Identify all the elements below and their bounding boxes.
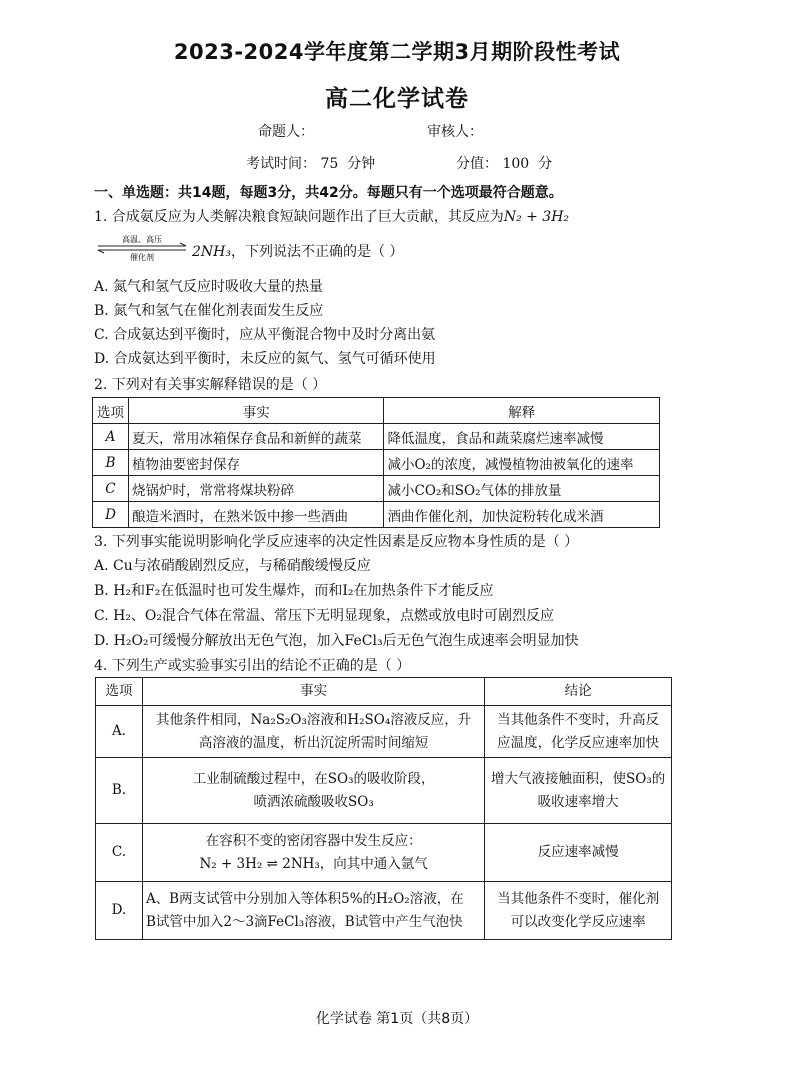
- arrow-condition-bottom: 催化剂: [130, 253, 154, 262]
- q2-row-fact: 酿造米酒时，在熟米饭中掺一些酒曲: [128, 502, 384, 528]
- table-row: [93, 424, 660, 450]
- reviewer-label: 审核人：: [427, 124, 483, 140]
- q2-row-explanation: 酒曲作催化剂，加快淀粉转化成米酒: [384, 502, 660, 528]
- q4-conclusion-line: 当其他条件不变时，催化剂: [497, 890, 660, 907]
- table-row: [96, 882, 672, 940]
- table-row: [96, 706, 672, 758]
- q4-header-fact: 事实: [142, 678, 484, 706]
- q4-row-conclusion: [485, 882, 672, 940]
- table-row: [93, 450, 660, 476]
- q2-header-fact: 事实: [128, 398, 384, 424]
- table-row: [96, 824, 672, 882]
- q4-table: [95, 677, 672, 940]
- paper-title: 高二化学试卷: [325, 86, 469, 112]
- q2-row-fact: 烧锅炉时，常常将煤块粉碎: [128, 476, 384, 502]
- q2-row-option: B: [93, 450, 129, 476]
- q1-option-a: A. 氮气和氢气反应时吸收大量的热量: [94, 279, 324, 295]
- q2-header-option: 选项: [93, 398, 129, 424]
- q2-row-fact: 夏天，常用冰箱保存食品和新鲜的蔬菜: [128, 424, 384, 450]
- q4-stem: 4. 下列生产或实验事实引出的结论不正确的是（ ）: [94, 658, 411, 674]
- table-header-row: [93, 398, 660, 424]
- q1-stem-line1: [94, 206, 569, 226]
- exam-time: [246, 153, 375, 173]
- q4-fact-line: 其他条件相同，Na₂S₂O₃溶液和H₂SO₄溶液反应，升: [155, 711, 472, 728]
- q4-header-option: 选项: [96, 678, 143, 706]
- q2-row-option: C: [93, 476, 129, 502]
- q4-row-conclusion: [485, 758, 672, 824]
- q2-row-fact: 植物油要密封保存: [128, 450, 384, 476]
- q4-fact-line: 工业制硫酸过程中，在SO₃的吸收阶段，: [192, 770, 435, 787]
- q4-fact-line: B试管中加入2～3滴FeCl₃溶液，B试管中产生气泡快: [145, 913, 463, 930]
- q4-row-option: C.: [96, 824, 143, 882]
- q1-option-b: B. 氮气和氢气在催化剂表面发生反应: [94, 303, 324, 319]
- q4-row-conclusion: [485, 706, 672, 758]
- q1-stem-line2: [192, 241, 403, 261]
- q4-fact-line: A、B两支试管中分别加入等体积5%的H₂O₂溶液，在: [145, 890, 464, 907]
- q2-row-explanation: 减小O₂的浓度，减慢植物油被氧化的速率: [384, 450, 660, 476]
- q4-row-option: D.: [96, 882, 143, 940]
- table-row: [93, 502, 660, 528]
- table-header-row: [96, 678, 672, 706]
- q3-option-a: A. Cu与浓硝酸剧烈反应，与稀硝酸缓慢反应: [94, 558, 371, 574]
- q1-product: 2NH₃: [192, 244, 231, 260]
- q2-header-explanation: 解释: [384, 398, 660, 424]
- q4-conclusion-line: 可以改变化学反应速率: [510, 913, 646, 930]
- full-score: [456, 153, 552, 173]
- exam-title: 2023-2024学年度第二学期3月期阶段性考试: [173, 40, 621, 64]
- q2-row-explanation: 降低温度，食品和蔬菜腐烂速率减慢: [384, 424, 660, 450]
- q3-option-d: D. H₂O₂可缓慢分解放出无色气泡，加入FeCl₃后无色气泡生成速率会明显加快: [94, 633, 579, 649]
- q2-row-option: A: [93, 424, 129, 450]
- q4-conclusion-line: 增大气液接触面积，使SO₃的: [491, 770, 666, 787]
- q2-stem: 2. 下列对有关事实解释错误的是（ ）: [94, 377, 327, 393]
- q2-table: [92, 397, 660, 528]
- q4-row-fact: [142, 882, 484, 940]
- q4-fact-line: 在容积不变的密闭容器中发生反应：: [205, 832, 422, 849]
- q3-stem: 3. 下列事实能说明影响化学反应速率的决定性因素是反应物本身性质的是（ ）: [94, 534, 579, 550]
- q1-stem-tail: ，下列说法不正确的是（ ）: [230, 244, 404, 260]
- setter-label: 命题人：: [258, 124, 314, 140]
- q4-row-fact: [142, 706, 484, 758]
- q4-fact-line: 喷洒浓硫酸吸收SO₃: [253, 793, 374, 810]
- score-value: 100 分: [502, 156, 553, 172]
- section-heading: 一、单选题：共14题，每题3分，共42分。每题只有一个选项最符合题意。: [94, 185, 563, 201]
- q4-conclusion-line: 吸收速率增大: [537, 793, 619, 810]
- q4-header-conclusion: 结论: [485, 678, 672, 706]
- arrow-condition-top: 高温、高压: [122, 235, 162, 244]
- q4-fact-line: N₂ + 3H₂ ⇌ 2NH₃，向其中通入氩气: [199, 855, 428, 872]
- reversible-arrow-icon: [96, 232, 188, 262]
- q4-conclusion-line: 当其他条件不变时，升高反: [497, 711, 660, 728]
- score-label: 分值：: [456, 156, 498, 172]
- time-value: 75 分钟: [320, 156, 376, 172]
- q4-row-fact: [142, 758, 484, 824]
- page-footer: 化学试卷 第1页（共8页）: [315, 1011, 479, 1027]
- table-row: [93, 476, 660, 502]
- time-label: 考试时间：: [246, 156, 316, 172]
- q4-row-option: A.: [96, 706, 143, 758]
- q4-conclusion-line: 应温度，化学反应速率加快: [497, 734, 660, 751]
- q4-row-fact: [142, 824, 484, 882]
- q1-stem-text: 1. 合成氨反应为人类解决粮食短缺问题作出了巨大贡献，其反应为: [94, 209, 504, 225]
- q2-row-explanation: 减小CO₂和SO₂气体的排放量: [384, 476, 660, 502]
- q1-option-d: D. 合成氨达到平衡时，未反应的氮气、氢气可循环使用: [94, 351, 436, 367]
- table-row: [96, 758, 672, 824]
- q1-reactants: N₂ + 3H₂: [503, 209, 570, 225]
- q4-row-conclusion: [485, 824, 672, 882]
- q1-option-c: C. 合成氨达到平衡时，应从平衡混合物中及时分离出氨: [94, 327, 436, 343]
- q3-option-b: B. H₂和F₂在低温时也可发生爆炸，而和I₂在加热条件下才能反应: [94, 583, 494, 599]
- q4-row-option: B.: [96, 758, 143, 824]
- q4-conclusion-line: 反应速率减慢: [537, 844, 619, 860]
- q4-fact-line: 高溶液的温度，析出沉淀所需时间缩短: [198, 734, 429, 751]
- q3-option-c: C. H₂、O₂混合气体在常温、常压下无明显现象，点燃或放电时可剧烈反应: [94, 608, 555, 624]
- q2-row-option: D: [93, 502, 129, 528]
